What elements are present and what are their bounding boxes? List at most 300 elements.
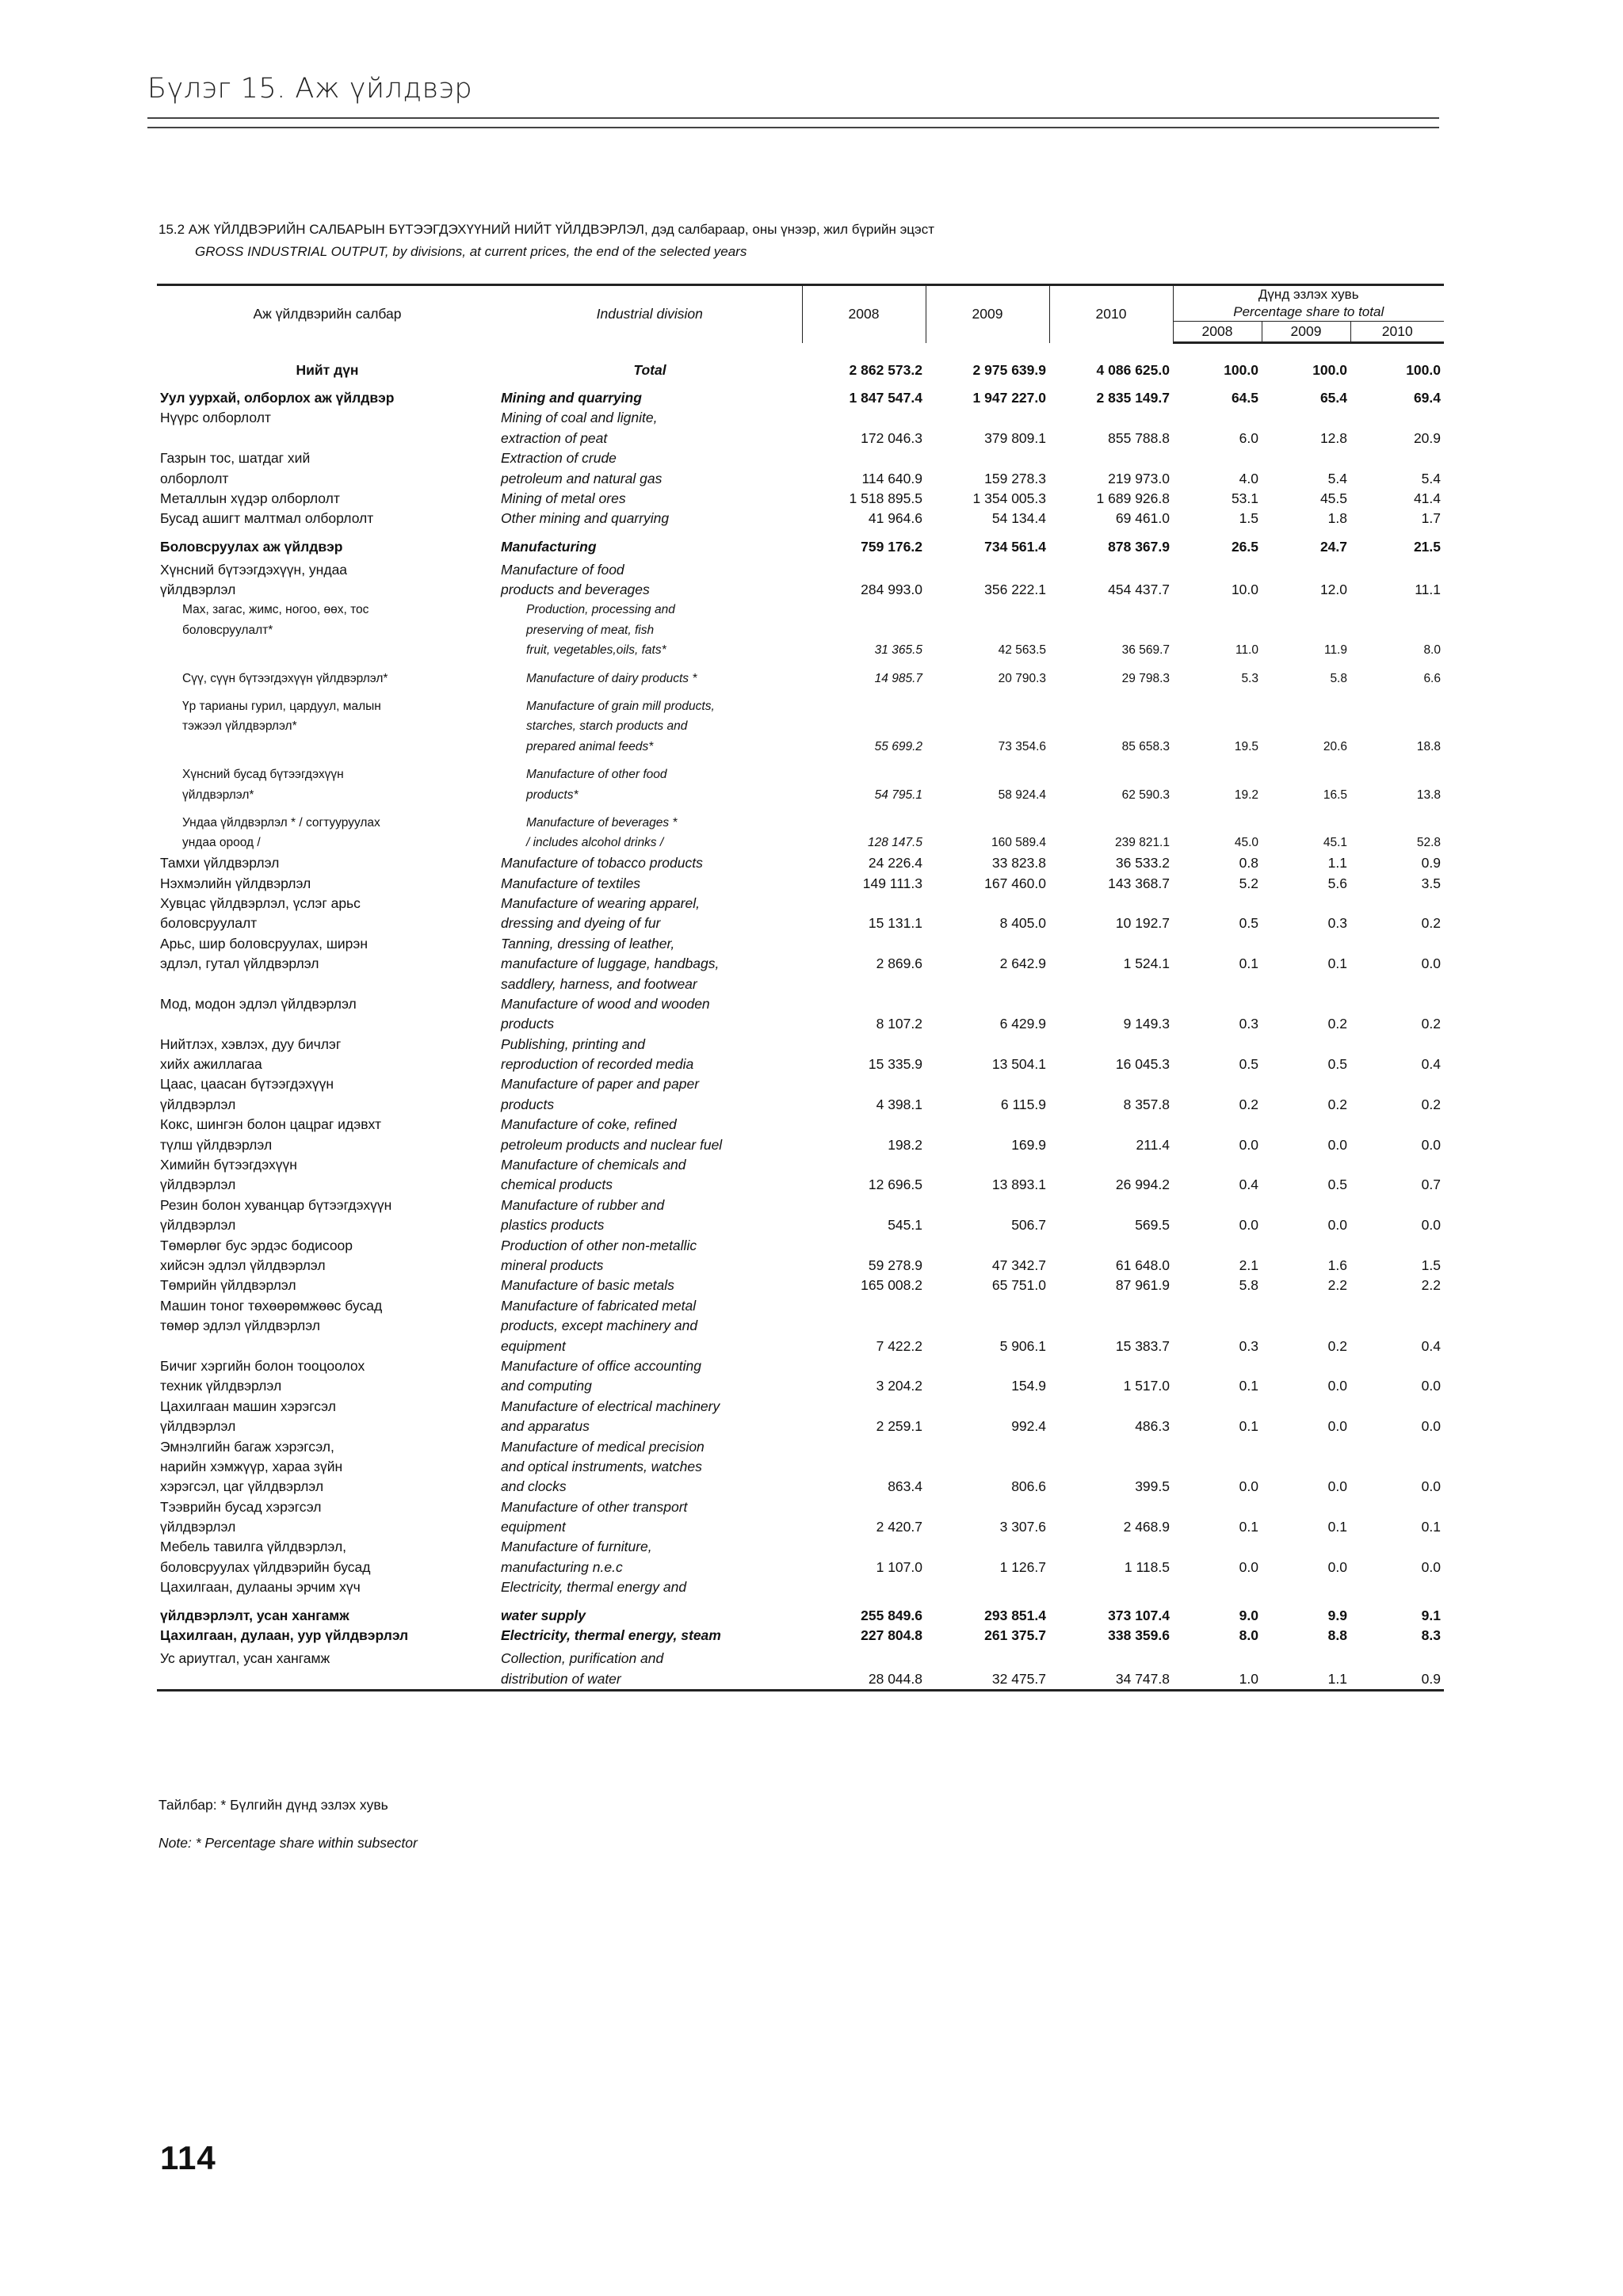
row-label-mn: үйлдвэрлэл — [160, 1418, 236, 1435]
row-label-mn — [157, 1669, 498, 1691]
row-label-mn: Боловсруулах аж үйлдвэр — [160, 538, 343, 555]
cell-share-value: 0.4 — [1421, 1337, 1441, 1354]
table-row — [157, 1276, 1444, 1295]
cell-output-value: 159 278.3 — [984, 470, 1046, 486]
cell-output-value — [1049, 1074, 1173, 1094]
cell-share-value: 53.1 — [1231, 490, 1258, 506]
cell-output-value — [926, 1397, 1049, 1417]
row-label-en: dressing and dyeing of fur — [501, 915, 661, 932]
row-label-mn: төмөр эдлэл үйлдвэрлэл — [160, 1318, 320, 1334]
cell-share-value: 0.1 — [1327, 955, 1347, 972]
row-label-mn: техник үйлдвэрлэл — [160, 1378, 282, 1394]
row-label-mn: боловсруулах үйлдвэрийн бусад — [160, 1558, 371, 1575]
cell-output-value: 85 658.3 — [1121, 739, 1170, 753]
table-row — [157, 1055, 1444, 1074]
cell-share-value: 100.0 — [1224, 361, 1258, 378]
cell-output-value — [926, 696, 1049, 716]
cell-output-value: 379 809.1 — [984, 429, 1046, 446]
cell-output-value: 58 924.4 — [998, 788, 1046, 802]
cell-share-value — [1350, 620, 1444, 640]
cell-output-value — [1049, 974, 1173, 994]
cell-output-value: 356 222.1 — [984, 582, 1046, 598]
row-label-mn: Машин тоног төхөөрөмжөөс бусад — [160, 1297, 383, 1314]
cell-output-value — [926, 601, 1049, 620]
cell-share-value: 0.1 — [1327, 1519, 1347, 1535]
cell-output-value — [802, 601, 926, 620]
table-row — [157, 1074, 1444, 1094]
cell-output-value — [802, 1316, 926, 1336]
cell-output-value — [1049, 601, 1173, 620]
header-row-1 — [157, 285, 1444, 322]
row-label-mn: Металлын хүдэр олборлолт — [160, 490, 340, 506]
cell-share-value: 0.0 — [1421, 1478, 1441, 1495]
cell-output-value — [1049, 1436, 1173, 1456]
cell-output-value — [802, 934, 926, 954]
cell-output-value — [926, 894, 1049, 913]
row-label-en: Extraction of crude — [501, 450, 617, 467]
cell-output-value: 12 696.5 — [868, 1177, 922, 1193]
row-label-mn: Уул уурхай, олборлох аж үйлдвэр — [160, 389, 395, 406]
cell-output-value — [926, 1356, 1049, 1376]
cell-share-value — [1262, 934, 1350, 954]
cell-output-value: 1 118.5 — [1124, 1558, 1170, 1575]
cell-output-value — [926, 974, 1049, 994]
cell-share-value — [1262, 1155, 1350, 1175]
cell-output-value: 992.4 — [1011, 1418, 1046, 1435]
cell-output-value: 486.3 — [1135, 1418, 1170, 1435]
cell-share-value — [1350, 813, 1444, 833]
table-row — [157, 1626, 1444, 1646]
cell-output-value — [1049, 696, 1173, 716]
cell-output-value — [926, 1235, 1049, 1255]
cell-output-value — [926, 1155, 1049, 1175]
cell-output-value: 36 569.7 — [1121, 643, 1170, 658]
cell-share-value: 11.0 — [1235, 643, 1258, 658]
table-row — [157, 1577, 1444, 1597]
row-spacer — [157, 688, 1444, 696]
cell-output-value — [926, 448, 1049, 468]
cell-share-value — [1173, 934, 1262, 954]
row-spacer — [157, 380, 1444, 388]
cell-output-value — [802, 1436, 926, 1456]
table-row — [157, 1397, 1444, 1417]
cell-share-value: 0.3 — [1327, 915, 1347, 932]
table-row — [157, 1669, 1444, 1691]
cell-share-value: 4.0 — [1239, 470, 1258, 486]
cell-share-value — [1173, 1115, 1262, 1135]
cell-share-value: 1.1 — [1262, 1669, 1350, 1691]
cell-share-value: 0.3 — [1239, 1016, 1258, 1032]
cell-output-value: 54 795.1 — [874, 788, 922, 802]
cell-share-value — [1173, 765, 1262, 784]
cell-share-value — [1262, 717, 1350, 737]
cell-output-value: 211.4 — [1136, 1136, 1170, 1153]
cell-share-value: 0.0 — [1239, 1136, 1258, 1153]
cell-share-value: 0.5 — [1239, 915, 1258, 932]
table-row — [157, 1336, 1444, 1356]
cell-share-value: 64.5 — [1231, 389, 1258, 406]
cell-share-value: 6.0 — [1239, 429, 1258, 446]
cell-share-value — [1350, 1649, 1444, 1669]
cell-output-value: 73 354.6 — [998, 739, 1046, 753]
row-label-en: petroleum and natural gas — [501, 470, 663, 486]
table-row — [157, 537, 1444, 557]
cell-output-value — [926, 765, 1049, 784]
cell-output-value — [926, 1074, 1049, 1094]
cell-share-value: 20.9 — [1413, 429, 1441, 446]
cell-output-value — [1049, 1537, 1173, 1557]
table-row — [157, 1417, 1444, 1436]
cell-share-value: 0.0 — [1327, 1478, 1347, 1495]
cell-output-value: 759 176.2 — [861, 538, 922, 555]
cell-share-value: 0.1 — [1239, 1418, 1258, 1435]
cell-output-value: 8 405.0 — [999, 915, 1046, 932]
cell-share-value: 0.5 — [1239, 1056, 1258, 1073]
table-row — [157, 1356, 1444, 1376]
share-header-en: Percentage share to total — [1233, 304, 1384, 319]
cell-share-value — [1350, 1074, 1444, 1094]
cell-output-value: 1 354 005.3 — [972, 490, 1046, 506]
table-row — [157, 1376, 1444, 1396]
table-row — [157, 1558, 1444, 1577]
cell-share-value: 1.1 — [1327, 855, 1347, 871]
cell-output-value — [802, 994, 926, 1014]
table-row — [157, 1196, 1444, 1215]
cell-output-value — [1049, 1577, 1173, 1597]
table-row — [157, 1014, 1444, 1034]
table-row — [157, 468, 1444, 488]
cell-share-value: 0.0 — [1239, 1478, 1258, 1495]
cell-share-value: 0.1 — [1239, 1519, 1258, 1535]
cell-output-value — [802, 1196, 926, 1215]
chapter-title: Бүлэг 15. Аж үйлдвэр — [147, 73, 473, 105]
cell-output-value: 855 788.8 — [1108, 429, 1170, 446]
row-label-mn — [157, 737, 498, 757]
cell-output-value — [926, 1497, 1049, 1516]
table-row — [157, 1215, 1444, 1235]
row-label-en: preserving of meat, fish — [526, 623, 655, 637]
cell-share-value — [1262, 1316, 1350, 1336]
table-row — [157, 1517, 1444, 1537]
row-label-en: Manufacture of basic metals — [501, 1277, 674, 1294]
cell-output-value — [1049, 717, 1173, 737]
cell-output-value — [802, 620, 926, 640]
table-row — [157, 696, 1444, 716]
cell-output-value: 33 823.8 — [991, 855, 1046, 871]
cell-output-value — [1049, 813, 1173, 833]
cell-share-value — [1173, 894, 1262, 913]
cell-output-value — [1049, 1356, 1173, 1376]
row-label-en: and apparatus — [501, 1418, 590, 1435]
cell-share-value — [1262, 974, 1350, 994]
row-label-mn: үйлдвэрлэл* — [182, 788, 254, 802]
row-label-en: Total — [633, 361, 666, 378]
row-label-mn: үйлдвэрлэл — [160, 1519, 236, 1535]
row-label-mn: Нийт дүн — [296, 361, 359, 378]
cell-share-value: 13.8 — [1416, 788, 1441, 802]
col-header-mn: Аж үйлдвэрийн салбар — [157, 285, 498, 343]
cell-output-value — [1049, 994, 1173, 1014]
cell-output-value: 1 517.0 — [1123, 1378, 1170, 1394]
cell-output-value — [926, 934, 1049, 954]
cell-output-value: 2 869.6 — [876, 955, 922, 972]
row-label-mn — [157, 640, 498, 660]
cell-output-value: 47 342.7 — [991, 1257, 1046, 1273]
table-row — [157, 994, 1444, 1014]
row-label-en: Manufacture of food — [501, 562, 624, 578]
cell-output-value — [802, 448, 926, 468]
row-label-mn: Үр тарианы гурил, цардуул, малын — [182, 699, 381, 713]
cell-share-value — [1262, 696, 1350, 716]
cell-share-value — [1350, 448, 1444, 468]
table-row — [157, 1537, 1444, 1557]
cell-share-value: 0.0 — [1421, 955, 1441, 972]
cell-share-value — [1173, 408, 1262, 428]
cell-share-value: 1.6 — [1327, 1257, 1347, 1273]
cell-share-value: 0.0 — [1327, 1558, 1347, 1575]
cell-output-value: 9 149.3 — [1123, 1016, 1170, 1032]
cell-output-value: 6 115.9 — [1000, 1096, 1046, 1112]
row-label-mn: олборлолт — [160, 470, 229, 486]
cell-output-value — [1049, 1649, 1173, 1669]
cell-output-value — [1049, 765, 1173, 784]
cell-output-value — [802, 813, 926, 833]
cell-share-value: 8.0 — [1423, 643, 1441, 658]
cell-output-value: 54 134.4 — [991, 510, 1046, 527]
table-row — [157, 1649, 1444, 1669]
row-label-mn: Нийтлэх, хэвлэх, дуу бичлэг — [160, 1035, 342, 1052]
cell-output-value — [926, 717, 1049, 737]
cell-share-value: 0.1 — [1239, 955, 1258, 972]
cell-output-value: 154.9 — [1011, 1378, 1046, 1394]
row-label-en: Manufacture of furniture, — [501, 1539, 652, 1555]
row-spacer — [157, 805, 1444, 813]
table-row — [157, 1477, 1444, 1497]
row-label-mn: Цахилгаан машин хэрэгсэл — [160, 1398, 336, 1414]
cell-output-value: 2 642.9 — [999, 955, 1046, 972]
cell-output-value: 1 524.1 — [1123, 955, 1170, 972]
cell-share-value — [1262, 1115, 1350, 1135]
cell-output-value: 373 107.4 — [1108, 1607, 1170, 1623]
cell-output-value: 2 468.9 — [1123, 1519, 1170, 1535]
cell-share-value: 1.5 — [1239, 510, 1258, 527]
cell-share-value: 0.2 — [1239, 1096, 1258, 1112]
cell-share-value — [1350, 408, 1444, 428]
row-spacer — [157, 529, 1444, 537]
cell-share-value — [1350, 934, 1444, 954]
cell-output-value — [926, 1196, 1049, 1215]
row-label-mn: Төмрийн үйлдвэрлэл — [160, 1277, 296, 1294]
cell-output-value: 128 147.5 — [868, 836, 922, 850]
table-row — [157, 448, 1444, 468]
cell-share-value: 45.0 — [1234, 836, 1258, 850]
row-label-en: / includes alcohol drinks / — [526, 836, 664, 850]
cell-output-value: 167 460.0 — [984, 875, 1046, 891]
table-row — [157, 429, 1444, 448]
cell-output-value: 1 126.7 — [999, 1558, 1046, 1575]
cell-output-value: 239 821.1 — [1115, 836, 1170, 850]
cell-output-value: 338 359.6 — [1108, 1627, 1170, 1644]
row-label-en: equipment — [501, 1337, 566, 1354]
cell-share-value — [1262, 1074, 1350, 1094]
cell-share-value — [1173, 696, 1262, 716]
cell-share-value — [1262, 1356, 1350, 1376]
cell-output-value: 32 475.7 — [926, 1669, 1049, 1691]
row-label-en: products — [501, 1016, 555, 1032]
cell-output-value — [802, 894, 926, 913]
row-label-en: water supply — [501, 1607, 586, 1623]
cell-share-value — [1350, 1577, 1444, 1597]
cell-output-value — [802, 1397, 926, 1417]
row-label-mn: нарийн хэмжүүр, хараа зүйн — [160, 1458, 343, 1474]
table-row — [157, 1605, 1444, 1625]
cell-share-value: 0.2 — [1327, 1016, 1347, 1032]
row-label-mn: хийсэн эдлэл үйлдвэрлэл — [160, 1257, 326, 1273]
row-label-en: Mining and quarrying — [501, 389, 642, 406]
cell-share-value — [1350, 560, 1444, 580]
cell-share-value: 0.2 — [1421, 1096, 1441, 1112]
cell-share-value: 0.0 — [1421, 1217, 1441, 1234]
cell-output-value — [1049, 934, 1173, 954]
cell-output-value: 198.2 — [888, 1136, 922, 1153]
col-header-en: Industrial division — [498, 285, 802, 343]
cell-output-value — [926, 620, 1049, 640]
cell-share-value — [1173, 1296, 1262, 1316]
cell-share-value: 0.0 — [1327, 1217, 1347, 1234]
cell-share-value: 11.1 — [1415, 582, 1441, 598]
cell-share-value: 9.9 — [1327, 1607, 1347, 1623]
cell-share-value — [1173, 1074, 1262, 1094]
row-label-en: products* — [526, 788, 579, 802]
cell-output-value — [1049, 1235, 1173, 1255]
cell-share-value — [1262, 1457, 1350, 1477]
cell-output-value: 20 790.3 — [998, 671, 1046, 685]
row-label-en: Electricity, thermal energy and — [501, 1579, 687, 1596]
cell-output-value — [926, 1457, 1049, 1477]
table-row — [157, 833, 1444, 853]
cell-output-value: 13 893.1 — [991, 1177, 1046, 1193]
cell-output-value: 13 504.1 — [991, 1056, 1046, 1073]
cell-share-value — [1173, 1649, 1262, 1669]
col-header-share-2008: 2008 — [1173, 322, 1262, 343]
cell-share-value — [1350, 696, 1444, 716]
cell-output-value: 87 961.9 — [1115, 1277, 1170, 1294]
cell-share-value — [1262, 1196, 1350, 1215]
cell-output-value: 1 947 227.0 — [972, 389, 1046, 406]
cell-share-value — [1173, 1035, 1262, 1055]
cell-share-value — [1350, 1436, 1444, 1456]
col-header-2008: 2008 — [802, 285, 926, 343]
cell-share-value — [1350, 1296, 1444, 1316]
row-label-mn: Нэхмэлийн үйлдвэрлэл — [160, 875, 311, 891]
row-label-mn: Химийн бүтээгдэхүүн — [160, 1157, 297, 1173]
cell-share-value — [1350, 1457, 1444, 1477]
cell-output-value — [802, 1537, 926, 1557]
row-label-en: distribution of water — [498, 1669, 802, 1691]
table-row — [157, 1457, 1444, 1477]
table-row — [157, 1436, 1444, 1456]
cell-share-value — [1350, 1155, 1444, 1175]
cell-share-value — [1350, 1196, 1444, 1215]
row-label-mn: Мах, загас, жимс, ногоо, өөх, тос — [182, 603, 369, 617]
table-row — [157, 813, 1444, 833]
footnote-mn: Тайлбар: * Бүлгийн дүнд эзлэх хувь — [158, 1797, 388, 1813]
cell-share-value — [1262, 1235, 1350, 1255]
cell-output-value: 15 131.1 — [868, 915, 922, 932]
cell-output-value: 42 563.5 — [998, 643, 1046, 658]
cell-output-value — [1049, 1457, 1173, 1477]
cell-share-value — [1173, 448, 1262, 468]
cell-share-value — [1262, 1397, 1350, 1417]
cell-share-value — [1350, 994, 1444, 1014]
cell-share-value: 52.8 — [1416, 836, 1441, 850]
cell-share-value: 0.2 — [1421, 1016, 1441, 1032]
cell-output-value: 169.9 — [1011, 1136, 1046, 1153]
cell-output-value — [1049, 1296, 1173, 1316]
cell-share-value — [1173, 813, 1262, 833]
cell-share-value: 0.3 — [1239, 1337, 1258, 1354]
cell-output-value: 293 851.4 — [984, 1607, 1046, 1623]
row-label-mn: ундаа ороод / — [182, 836, 261, 850]
row-label-en: and clocks — [501, 1478, 567, 1495]
cell-output-value — [926, 560, 1049, 580]
table-row — [157, 360, 1444, 379]
row-label-mn — [157, 1336, 498, 1356]
cell-output-value: 24 226.4 — [868, 855, 922, 871]
page-number: 114 — [160, 2139, 216, 2176]
cell-share-value — [1262, 765, 1350, 784]
row-label-mn: эдлэл, гутал үйлдвэрлэл — [160, 955, 319, 972]
cell-output-value: 1 518 895.5 — [849, 490, 922, 506]
cell-share-value: 0.9 — [1350, 1669, 1444, 1691]
cell-share-value: 0.0 — [1327, 1418, 1347, 1435]
cell-output-value — [1049, 1196, 1173, 1215]
col-header-share — [1173, 285, 1444, 322]
row-label-en: Manufacture of other food — [526, 768, 667, 782]
cell-output-value: 29 798.3 — [1121, 671, 1170, 685]
table-row — [157, 489, 1444, 509]
cell-output-value: 16 045.3 — [1115, 1056, 1170, 1073]
row-label-en: products and beverages — [501, 582, 650, 598]
row-label-mn: Цахилгаан, дулаан, уур үйлдвэрлэл — [160, 1627, 409, 1644]
cell-share-value — [1350, 1497, 1444, 1516]
cell-output-value: 31 365.5 — [874, 643, 922, 658]
cell-output-value — [802, 1074, 926, 1094]
cell-share-value — [1350, 1235, 1444, 1255]
cell-output-value: 59 278.9 — [868, 1257, 922, 1273]
cell-output-value — [1049, 1155, 1173, 1175]
row-label-en: Manufacture of coke, refined — [501, 1116, 677, 1133]
cell-share-value: 0.5 — [1327, 1177, 1347, 1193]
table-row — [157, 1316, 1444, 1336]
cell-output-value — [926, 1296, 1049, 1316]
cell-share-value — [1173, 1316, 1262, 1336]
table-row — [157, 601, 1444, 620]
cell-output-value: 172 046.3 — [861, 429, 922, 446]
cell-output-value — [1049, 1397, 1173, 1417]
cell-output-value: 806.6 — [1011, 1478, 1046, 1495]
row-label-mn: Арьс, шир боловсруулах, ширэн — [160, 935, 368, 952]
cell-output-value — [802, 408, 926, 428]
cell-share-value — [1262, 1497, 1350, 1516]
cell-share-value: 69.4 — [1413, 389, 1441, 406]
cell-share-value: 5.8 — [1330, 671, 1347, 685]
row-label-en: chemical products — [501, 1177, 613, 1193]
cell-share-value: 65.4 — [1319, 389, 1347, 406]
cell-share-value: 0.2 — [1327, 1337, 1347, 1354]
cell-output-value: 2 835 149.7 — [1096, 389, 1170, 406]
footnote-en: Note: * Percentage share within subsector — [158, 1835, 418, 1851]
